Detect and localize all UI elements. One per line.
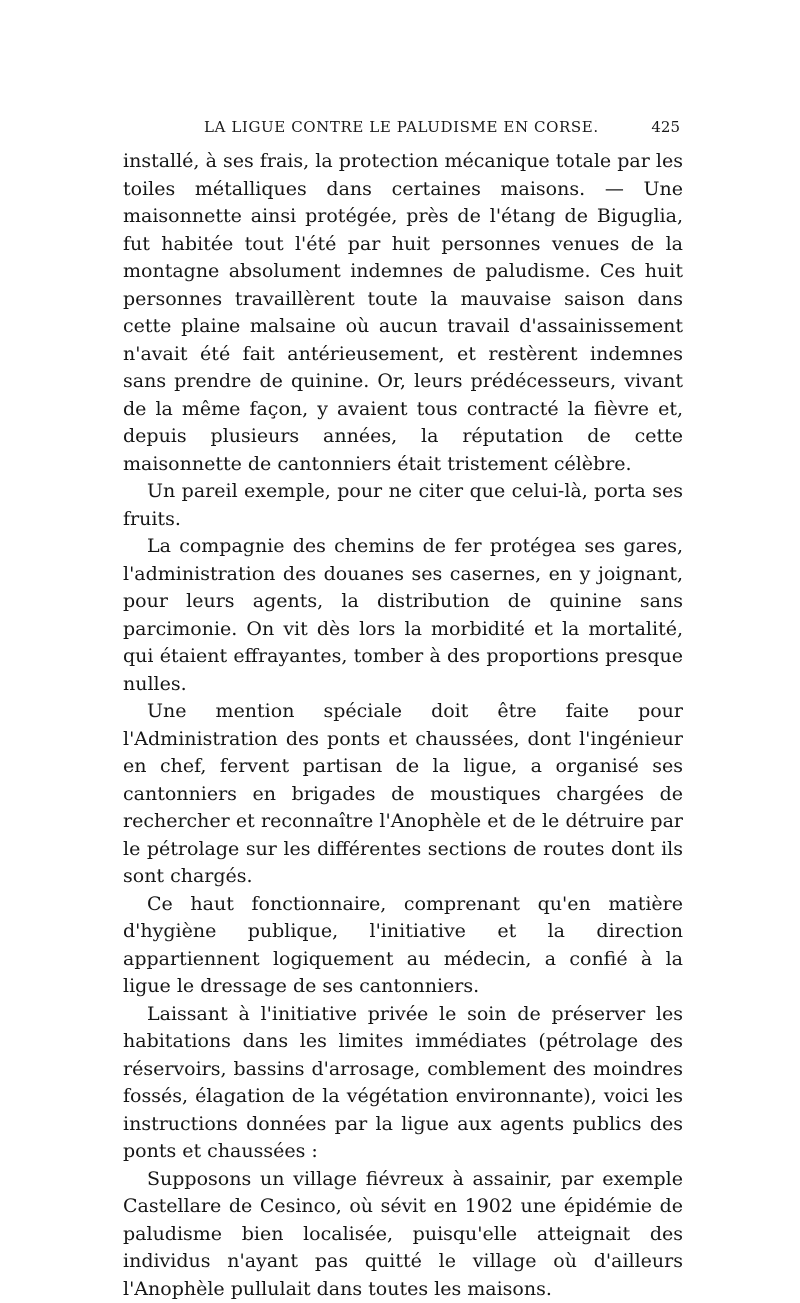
- page-number: 425: [620, 118, 680, 136]
- running-title: LA LIGUE CONTRE LE PALUDISME EN CORSE.: [204, 118, 599, 136]
- paragraph-continued: installé, à ses frais, la protection mécanique totale par les toiles métalliques dans certaines maisons. — Une maisonnette ainsi protégée, près de l'étang de Biguglia, fut habitée tout l'été par huit personnes venues de la montagne absolument indemnes de paludisme. Ces huit personnes travaillèrent toute la mauvaise saison dans cette plaine malsaine où aucun travail d'assainissement n'avait été fait antérieusement, et restèrent indemnes sans prendre de quinine. Or, leurs prédécesseurs, vivant de la même façon, y avaient tous contracté la fièvre et, depuis plusieurs années, la réputation de cette maisonnette de cantonniers était tristement célèbre.: [123, 148, 683, 478]
- paragraph: Un pareil exemple, pour ne citer que celui-là, porta ses fruits.: [123, 478, 683, 533]
- paragraph: Une mention spéciale doit être faite pour l'Administration des ponts et chaussées, dont l'ingénieur en chef, fervent partisan de la ligue, a organisé ses cantonniers en brigades de moustiques chargées de rechercher et reconnaître l'Anophèle et de le détruire par le pétrolage sur les différentes sections de routes dont ils sont chargés.: [123, 698, 683, 891]
- body-text: [123, 148, 683, 1303]
- paragraph: La compagnie des chemins de fer protégea ses gares, l'administration des douanes ses casernes, en y joignant, pour leurs agents, la distribution de quinine sans parcimonie. On vit dès lors la morbidité et la mortalité, qui étaient effrayantes, tomber à des proportions presque nulles.: [123, 533, 683, 698]
- paragraph: Ce haut fonctionnaire, comprenant qu'en matière d'hygiène publique, l'initiative et la direction appartiennent logiquement au médecin, a confié à la ligue le dressage de ses cantonniers.: [123, 891, 683, 1001]
- paragraph: Laissant à l'initiative privée le soin de préserver les habitations dans les limites immédiates (pétrolage des réservoirs, bassins d'arrosage, comblement des moindres fossés, élagation de la végétation environnante), voici les instructions données par la ligue aux agents publics des ponts et chaussées :: [123, 1001, 683, 1166]
- running-head: [0, 118, 800, 140]
- paragraph: Supposons un village fiévreux à assainir, par exemple Castellare de Cesinco, où sévit en 1902 une épidémie de paludisme bien localisée, puisqu'elle atteignait des individus n'ayant pas quitté le village où d'ailleurs l'Anophèle pullulait dans toutes les maisons.: [123, 1166, 683, 1303]
